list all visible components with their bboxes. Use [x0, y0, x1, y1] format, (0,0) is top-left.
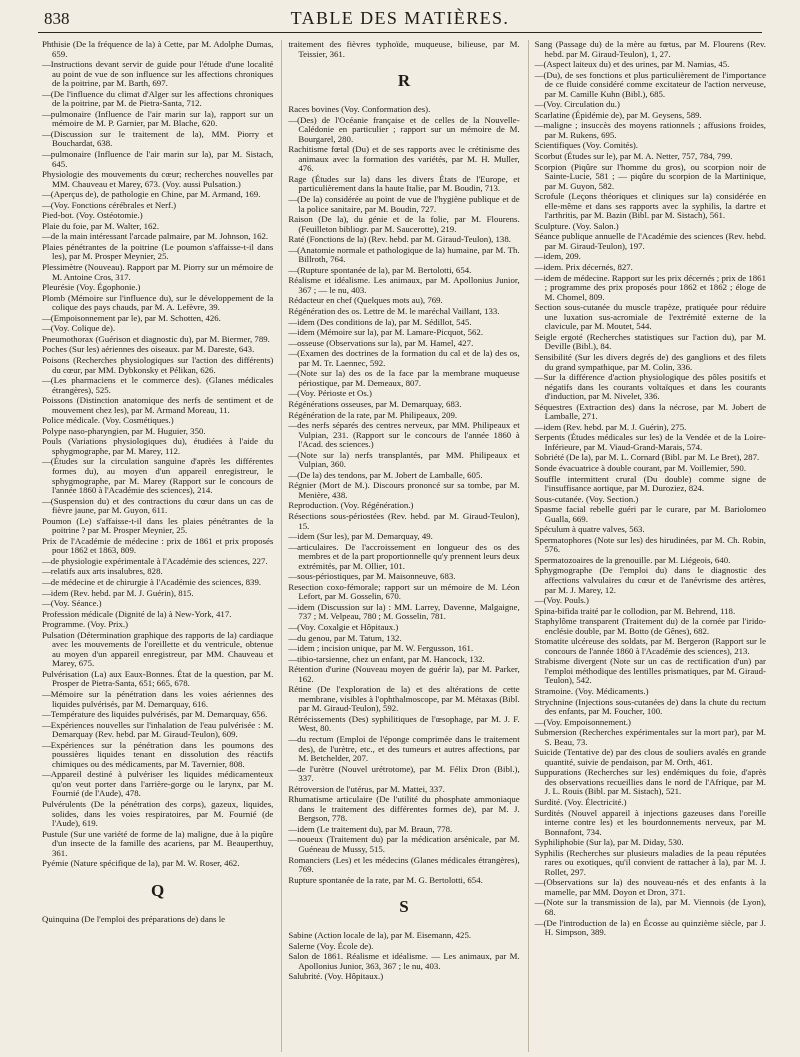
- index-entry: traitement des fièvres typhoïde, muqueuse, bilieuse, par M. Teissier, 361.: [288, 40, 520, 59]
- index-entry: —(Du), de ses fonctions et plus particulièrement de l'importance de ce fluide considéré comme excitateur de l'action nerveuse, par M. Camille Kuhn (Bibl.), 685.: [534, 69, 766, 99]
- index-entry: Sobriété (De la), par M. L. Cornard (Bibl. par M. Le Bret), 287.: [534, 452, 760, 463]
- index-entry: —(De l'influence du climat d'Alger sur les affections chroniques de la poitrine, par M. de Pietra-Santa, 712.: [42, 88, 274, 109]
- index-entry: —de physiologie expérimentale à l'Académie des sciences, 227.: [42, 555, 268, 566]
- index-entry: —(Note sur la transmission de la), par M. Viennois (de Lyon), 68.: [534, 897, 766, 918]
- index-entry: —des nerfs séparés des centres nerveux, par MM. Philipeaux et Vulpian, 231. (Rapport sur le concours de l'année 1860 à l'Acad. des sciences.): [288, 420, 520, 450]
- index-entry: Pyémie (Nature spécifique de la), par M. W. Roser, 462.: [42, 858, 240, 869]
- index-entry: Plaies pénétrantes de la poitrine (Le poumon s'affaisse-t-il dans les), par M. Prosper Meynier, 25.: [42, 241, 274, 262]
- index-entry: Quinquina (De l'emploi des préparations de) dans le: [42, 913, 226, 924]
- index-entry: —idem (Mémoire sur la), par M. Lamare-Picquot, 562.: [288, 327, 484, 338]
- index-entry: —du genou, par M. Tatum, 132.: [288, 632, 402, 643]
- index-entry: Séquestres (Extraction des) dans la nécrose, par M. Jobert de Lamballe, 271.: [534, 401, 766, 422]
- index-entry: Salon de 1861. Réalisme et idéalisme. — Les animaux, par M. Apollonius Junior, 363, 367 ; le nu, 403.: [288, 951, 520, 971]
- index-entry: Pied-bot. (Voy. Ostéotomie.): [42, 210, 143, 221]
- index-entry: —(Aspect laiteux du) et des urines, par M. Namias, 45.: [534, 59, 730, 70]
- section-letter: Q: [151, 880, 165, 900]
- index-entry: Sous-cutanée. (Voy. Section.): [534, 493, 639, 504]
- section-letter: R: [397, 71, 411, 91]
- index-entry: Séance publique annuelle de l'Académie des sciences (Rev. hebd. par M. Giraud-Teulon), 197.: [534, 231, 766, 251]
- index-entry: Salubrité. (Voy. Hôpitaux.): [288, 971, 384, 982]
- index-entry: —(Des) de l'Océanie française et de celles de la Nouvelle-Calédonie en particulier ; rapport sur un mémoire de M. Bourgarel, 280.: [288, 114, 520, 144]
- index-entry: Surdité. (Voy. Électricité.): [534, 797, 627, 808]
- index-entry: Police médicale. (Voy. Cosmétiques.): [42, 415, 174, 426]
- index-entry: —(Voy. Colique de).: [42, 323, 116, 334]
- index-entry: Spermatophores (Note sur les) des hirudinées, par M. Ch. Robin, 576.: [534, 534, 766, 555]
- index-entry: Réalisme et idéalisme. Les animaux, par M. Apollonius Junior, 367 ; — le nu, 403.: [288, 275, 520, 295]
- index-entry: —(Études sur la circulation sanguine d'après les différentes formes du), au moyen d'un appareil enregistreur, le sphygmographe, par M. Marey (Rapport sur le concours de l'année 1860 à l'Académie des sciences), 214.: [42, 456, 274, 496]
- index-entry: Régénération de la rate, par M. Philipeaux, 209.: [288, 409, 458, 420]
- index-entry: Poches (Sur les) aériennes des oiseaux. par M. Dareste, 643.: [42, 344, 255, 355]
- index-entry: —(Note sur la) des os de la face par la membrane muqueuse périostique, par M. Demeaux, 807.: [288, 368, 520, 388]
- index-entry: —Température des liquides pulvérisés, par M. Demarquay, 656.: [42, 709, 268, 720]
- index-entry: Submersion (Recherches expérimentales sur la mort par), par M. S. Beau, 73.: [534, 727, 766, 747]
- index-entry: —(Discussion sur le traitement de la), MM. Piorry et Bouchardat, 638.: [42, 128, 274, 149]
- index-entry: Scarlatine (Épidémie de), par M. Geysens, 589.: [534, 109, 702, 120]
- index-entry: —idem, 209.: [534, 251, 581, 262]
- index-entry: —(Voy. Périoste et Os.): [288, 388, 372, 399]
- index-column-right: [528, 40, 766, 1052]
- index-entry: —(Anatomie normale et pathologique de la) humaine, par M. Th. Billroth, 764.: [288, 244, 520, 265]
- index-entry: —(Voy. Séance.): [42, 598, 102, 609]
- index-entry: —idem (Des conditions de la), par M. Sédillot, 545.: [288, 316, 472, 327]
- index-entry: Programme. (Voy. Prix.): [42, 619, 129, 630]
- index-entry: —(Suspension du) et des contractions du cœur dans un cas de fièvre jaune, par M. Guyon, 611.: [42, 495, 274, 516]
- index-entry: Rétroversion de l'utérus, par M. Mattei, 337.: [288, 783, 445, 794]
- page-header: [38, 6, 762, 33]
- index-entry: Rhumatisme articulaire (De l'utilité du phosphate ammoniaque dans le traitement des différentes formes de), par M. J. Bergson, 778.: [288, 794, 520, 824]
- index-entry: —(Note sur la) nerfs transplantés, par MM. Philipeaux et Vulpian, 360.: [288, 449, 520, 470]
- index-entry: —(Voy. Pouls.): [534, 595, 589, 606]
- index-entry: Plomb (Mémoire sur l'influence du), sur le développement de la colique des pays chauds, par M. A. Lefèvre, 39.: [42, 292, 274, 313]
- index-entry: Pulsation (Détermination graphique des rapports de la) cardiaque avec les mouvements de l'oreillette et du ventricule, obtenue au moyen d'un appareil enregistreur, par MM. Chauveau et Marey, 675.: [42, 629, 274, 669]
- index-entry: —maligne ; insuccès des moyens rationnels ; affusions froides, par M. Rukens, 695.: [534, 120, 766, 140]
- index-entry: Serpents (Études médicales sur les) de la Vendée et de la Loire-Inférieure, par M. Viaud-Grand-Marais, 574.: [534, 432, 766, 452]
- index-entry: Salerne (Voy. École de).: [288, 940, 374, 951]
- page-number: 838: [44, 9, 70, 28]
- section-letter: S: [399, 897, 409, 917]
- index-entry: Staphylôme transparent (Traitement du) de la cornée par l'irido-enclésie double, par M. Botto (de Gênes), 682.: [534, 616, 766, 636]
- index-entry: Régénération des os. Lettre de M. le maréchal Vaillant, 133.: [288, 306, 500, 317]
- index-entry: —pulmonaire (Influence de l'air marin sur la), rapport sur un mémoire de M. P. Garnier, par M. Blache, 620.: [42, 108, 274, 129]
- index-entry: —Instructions devant servir de guide pour l'étude d'une localité au point de vue de son influence sur les affections chroniques de la poitrine, par M. Barth, 697.: [42, 59, 274, 89]
- index-entry: Surdités (Nouvel appareil à injections gazeuses dans l'oreille interne contre les) et les bourdonnements nerveux, par M. Bonnafont, 734.: [534, 807, 766, 837]
- index-entry: Spermatozoaires de la grenouille. par M. Liégeois, 640.: [534, 554, 731, 565]
- index-entry: —(Empoisonnement par le), par M. Schotten, 426.: [42, 312, 221, 323]
- index-entry: Raté (Fonctions de la) (Rev. hebd. par M. Giraud-Teulon), 138.: [288, 234, 511, 245]
- index-entry: Sculpture. (Voy. Salon.): [534, 220, 619, 231]
- index-entry: —(Aperçus de), de pathologie en Chine, par M. Armand, 169.: [42, 189, 261, 200]
- index-entry: —idem (Le traitement du), par M. Braun, 778.: [288, 823, 453, 834]
- index-entry: —Mémoire sur la pénétration dans les voies aériennes des liquides pulvérisés, par M. Demarquay, 616.: [42, 689, 274, 709]
- index-entry: —idem ; incision unique, par M. W. Fergusson, 161.: [288, 643, 474, 654]
- index-entry: Sang (Passage du) de la mère au fœtus, par M. Flourens (Rev. hebd. par M. Giraud-Teulon), 1, 27.: [534, 40, 766, 59]
- index-entry: Poisons (Recherches physiologiques sur l'action des différents) du cœur, par MM. Dybkonsky et Pélikan, 626.: [42, 354, 274, 375]
- index-entry: Suicide (Tentative de) par des clous de souliers avalés en grande quantité, suivie de pendaison, par M. Orth, 461.: [534, 747, 766, 767]
- index-entry: —(Voy. Fonctions cérébrales et Nerf.): [42, 199, 177, 210]
- index-entry: Spasme facial rebelle guéri par le curare, par M. Bariolomeo Gualla, 669.: [534, 504, 766, 524]
- index-entry: Spéculum à quatre valves, 563.: [534, 524, 645, 535]
- index-entry: Spina-bifida traité par le collodion, par M. Behrend, 118.: [534, 605, 736, 616]
- index-entry: Scrofule (Leçons théoriques et cliniques sur la) considérée en elle-même et dans ses rapports avec la syphilis, la dartre et l'arthritis, par M. Bazin (Bibl. par M. Sistach), 561.: [534, 191, 766, 221]
- index-entry: Suppurations (Recherches sur les) endémiques du foie, d'après des observations recueillies dans le nord de l'Afrique, par M. J. L. Rouis (Bibl. par M. Sistach), 521.: [534, 767, 766, 797]
- index-entry: —Expériences sur la pénétration dans les poumons des poussières liquides tenant en dissolution des réactifs chimiques ou des médicaments, par M. Tavernier, 808.: [42, 739, 274, 769]
- index-entry: —relatifs aux arts insalubres, 828.: [42, 566, 163, 577]
- index-entry: Pustule (Sur une variété de forme de la) maligne, due à la piqûre d'un insecte de la famille des acariens, par M. Beauperthuy, 361.: [42, 828, 274, 858]
- index-entry: —(Rupture spontanée de la), par M. Bertolotti, 654.: [288, 264, 472, 275]
- index-entry: Régnier (Mort de M.). Discours prononcé sur sa tombe, par M. Menière, 438.: [288, 480, 520, 500]
- index-entry: Rétine (De l'exploration de la) et des altérations de cette membrane, visibles à l'ophthalmoscope, par M. Métaxas (Bibl. par M. Giraud-Teulon), 592.: [288, 684, 520, 714]
- index-entry: Scorpion (Piqûre sur l'homme du gros), ou scorpion noir de Sainte-Lucie, 581 ; — piqûre du scorpion de la Martinique, par M. Guyon, 582.: [534, 161, 766, 191]
- index-entry: —idem de médecine. Rapport sur les prix décernés ; prix de 1861 ; programme des prix proposés pour 1862 et 1862 ; éloge de M. Chomel, 809.: [534, 272, 766, 302]
- index-entry: Scorbut (Études sur le), par M. A. Netter, 757, 784, 799.: [534, 151, 733, 162]
- index-entry: —idem (Rev. hebd. par M. J. Guérin), 275.: [534, 421, 687, 432]
- index-entry: —articulaires. De l'accroissement en longueur des os des membres et de la part proportionnelle qu'y prennent leurs deux extrémités, par M. Ollier, 101.: [288, 541, 520, 571]
- index-entry: —osseuse (Observations sur la), par M. Hamel, 427.: [288, 337, 474, 348]
- index-column-middle: [281, 40, 519, 1052]
- index-entry: —idem (Sur les), par M. Demarquay, 49.: [288, 531, 433, 542]
- index-entry: —(Voy. Empoisonnement.): [534, 716, 631, 727]
- index-entry: —(Observations sur la) des nouveau-nés et des enfants à la mamelle, par MM. Doyon et Dron, 371.: [534, 877, 766, 897]
- index-entry: Scientifiques (Voy. Comités).: [534, 140, 639, 151]
- index-entry: Syphilis (Recherches sur plusieurs maladies de la peau réputées rares ou exotiques, qu'il convient de rattacher à la), par M. J. Rollet, 297.: [534, 847, 766, 877]
- index-entry: —de médecine et de chirurgie à l'Académie des sciences, 839.: [42, 576, 262, 587]
- index-entry: Seigle ergoté (Recherches statistiques sur l'action du), par M. Deville (Bibl.), 84.: [534, 331, 766, 352]
- index-entry: —(Examen des doctrines de la formation du cal et de la) des os, par M. Tr. Laennec, 592.: [288, 348, 520, 368]
- index-column-left: [42, 40, 273, 1052]
- index-entry: Sonde évacuatrice à double courant, par M. Voillemier, 590.: [534, 462, 747, 473]
- index-entry: Rage (Études sur la) dans les divers États de l'Europe, et particulièrement dans la haute Italie, par M. Boudin, 713.: [288, 173, 520, 194]
- index-entry: —(De l'introduction de la) en Écosse au quinzième siècle, par J. H. Simpson, 389.: [534, 917, 766, 938]
- index-entry: —idem (Discussion sur la) : MM. Larrey, Davenne, Malgaigne, 737 ; M. Velpeau, 780 ; M. Gosselin, 781.: [288, 601, 520, 622]
- index-entry: Stomatite ulcéreuse des soldats, par M. Bergeron (Rapport sur le concours de l'année 1860 à l'Académie des sciences), 213.: [534, 636, 766, 656]
- index-entry: Plessimètre (Nouveau). Rapport par M. Piorry sur un mémoire de M. Antoine Cros, 317.: [42, 262, 274, 282]
- index-entry: —sous-périostiques, par M. Maisonneuve, 683.: [288, 571, 456, 582]
- index-entry: Souffle intermittent crural (Du double) comme signe de l'insuffisance aortique, par M. Duroziez, 824.: [534, 473, 766, 494]
- index-entry: —Sur la différence d'action physiologique des pôles positifs et négatifs dans les courants voltaïques et dans les courants d'induction, par M. Nivelet, 336.: [534, 372, 766, 402]
- index-entry: Resection coxo-fémorale; rapport sur un mémoire de M. Léon Lefort, par M. Gosselin, 670.: [288, 581, 520, 602]
- index-entry: Régénérations osseuses, par M. Demarquay, 683.: [288, 398, 462, 409]
- index-entry: Poissons (Distinction anatomique des nerfs de sentiment et de mouvement chez les), par M. Armand Moreau, 11.: [42, 395, 274, 415]
- index-entry: Phthisie (De la fréquence de la) à Cette, par M. Adolphe Dumas, 659.: [42, 40, 274, 59]
- index-entry: Strabisme divergent (Note sur un cas de rectification d'un) par l'emploi méthodique des lentilles prismatiques, par M. Giraud-Teulon), 542.: [534, 656, 766, 686]
- index-entry: —idem (Rev. hebd. par M. J. Guérin), 815.: [42, 587, 194, 598]
- index-entry: —Expériences nouvelles sur l'inhalation de l'eau pulvérisée : M. Demarquay (Rev. hebd. par M. Giraud-Teulon), 609.: [42, 719, 274, 740]
- index-entry: —(Les pharmaciens et le commerce des). (Glanes médicales étrangères), 525.: [42, 375, 274, 395]
- index-entry: —(De la) des tendons, par M. Jobert de Lamballe, 605.: [288, 469, 483, 480]
- index-entry: Romanciers (Les) et les médecins (Glanes médicales étrangères), 769.: [288, 854, 520, 875]
- running-title: TABLE DES MATIÈRES.: [290, 8, 510, 28]
- index-columns: [42, 40, 766, 1052]
- index-entry: —(Voy. Coxalgie et Hôpitaux.): [288, 621, 399, 632]
- index-entry: Reproduction. (Voy. Régénération.): [288, 500, 414, 511]
- index-entry: Résections sous-périostées (Rev. hebd. par M. Giraud-Teulon), 15.: [288, 510, 520, 531]
- index-entry: Pneumothorax (Guérison et diagnostic du), par M. Biermer, 789.: [42, 333, 270, 344]
- index-entry: —de l'urètre (Nouvel urétrotome), par M. Félix Dron (Bibl.), 337.: [288, 763, 520, 784]
- index-entry: Physiologie des mouvements du cœur; recherches nouvelles par MM. Chauveau et Marey, 673. (Voy. aussi Pulsation.): [42, 169, 274, 189]
- index-entry: Pulvérulents (De la pénétration des corps), gazeux, liquides, solides, dans les voies respiratoires, par M. Fournié (de l'Aude), 619.: [42, 799, 274, 829]
- index-entry: Raison (De la), du génie et de la folie, par M. Flourens. (Feuilleton bibliogr. par M. Saucerotte), 219.: [288, 214, 520, 234]
- index-entry: Poumon (Le) s'affaisse-t-il dans les plaies pénétrantes de la poitrine ? par M. Prosper Meynier, 25.: [42, 515, 274, 536]
- index-entry: —du rectum (Emploi de l'éponge comprimée dans le traitement des), de l'urètre, etc., et des tumeurs et autres affections, par M. Betchelder, 207.: [288, 734, 520, 764]
- index-entry: —idem. Prix décernés, 827.: [534, 262, 633, 273]
- index-entry: —(De la) considérée au point de vue de l'hygiène publique et de la police sanitaire, par M. Boudin, 727.: [288, 194, 520, 214]
- index-entry: Rupture spontanée de la rate, par M. G. Bertolotti, 654.: [288, 874, 483, 885]
- index-entry: —Appareil destiné à pulvériser les liquides médicamenteux qu'on veut porter dans l'arrière-gorge ou le larynx, par M. Fournié (de l'Aude), 478.: [42, 769, 274, 799]
- index-entry: Strychnine (Injections sous-cutanées de) dans la chute du rectum des enfants, par M. Foucher, 100.: [534, 696, 766, 717]
- index-entry: Pleurésie (Voy. Égophonie.): [42, 282, 141, 293]
- index-entry: Profession médicale (Dignité de la) à New-York, 417.: [42, 608, 232, 619]
- index-entry: Sensibilité (Sur les divers degrés de) des ganglions et des filets du grand sympathique, par M. Colin, 336.: [534, 351, 766, 372]
- index-entry: Rétention d'urine (Nouveau moyen de guérir la), par M. Parker, 162.: [288, 664, 520, 684]
- index-entry: Plaie du foie, par M. Walter, 162.: [42, 220, 160, 231]
- index-entry: —tibio-tarsienne, chez un enfant, par M. Hancock, 132.: [288, 653, 485, 664]
- index-entry: Races bovines (Voy. Conformation des).: [288, 104, 431, 115]
- index-entry: Pulvérisation (La) aux Eaux-Bonnes. État de la question, par M. Prosper de Pietra-Santa, 651; 665, 678.: [42, 668, 274, 689]
- index-entry: Prix de l'Académie de médecine : prix de 1861 et prix proposés pour 1862 et 1863, 809.: [42, 535, 274, 556]
- index-entry: —pulmonaire (Influence de l'air marin sur la), par M. Sistach, 645.: [42, 149, 274, 169]
- index-entry: Stramoine. (Voy. Médicaments.): [534, 686, 649, 696]
- index-entry: Section sous-cutanée du muscle trapèze, pratiquée pour réduire une luxation sus-acromiale de l'extrémité externe de la clavicule, par M. Moutet, 544.: [534, 302, 766, 332]
- index-entry: —(Voy. Circulation du.): [534, 99, 620, 110]
- index-entry: Sabine (Action locale de la), par M. Eisemann, 425.: [288, 930, 472, 941]
- index-entry: —noueux (Traitement du) par la médication arsénicale, par M. Guéneau de Mussy, 515.: [288, 834, 520, 855]
- index-entry: Pouls (Variations physiologiques du), étudiées à l'aide du sphygmographe, par M. Marey, 112.: [42, 436, 274, 456]
- index-entry: Rétrécissements (Des) syphilitiques de l'œsophage, par M. J. F. West, 80.: [288, 713, 520, 734]
- index-entry: Rédacteur en chef (Quelques mots au), 769.: [288, 295, 443, 306]
- index-entry: Sphygmographe (De l'emploi du) dans le diagnostic des affections valvulaires du cœur et de l'anévrisme des artères, par M. J. Marey, 12.: [534, 565, 766, 595]
- index-entry: Rachitisme fœtal (Du) et de ses rapports avec le crétinisme des animaux avec la formation des variétés, par M. H. Muller, 476.: [288, 144, 520, 174]
- index-entry: Polype naso-pharyngien, par M. Huguier, 350.: [42, 425, 206, 436]
- index-entry: Syphiliphobie (Sur la), par M. Diday, 530.: [534, 837, 684, 848]
- index-entry: —de la main intéressant l'arcade palmaire, par M. Johnson, 162.: [42, 231, 269, 242]
